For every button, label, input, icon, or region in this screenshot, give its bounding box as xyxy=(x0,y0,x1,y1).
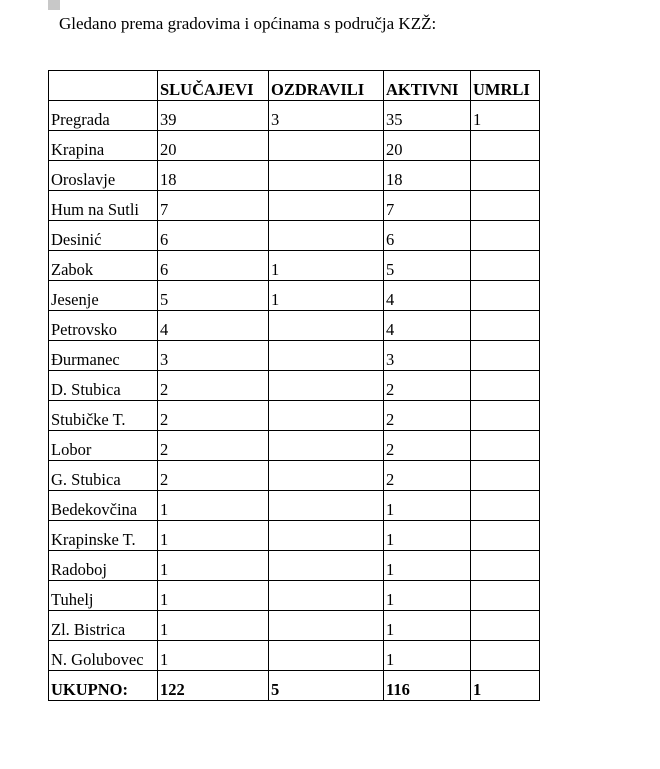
cell-location: Petrovsko xyxy=(49,311,158,341)
cell-recovered xyxy=(269,131,384,161)
cell-location: Jesenje xyxy=(49,281,158,311)
table-row xyxy=(49,551,540,581)
table-row xyxy=(49,161,540,191)
cell-location: Stubičke T. xyxy=(49,401,158,431)
header-deceased: UMRLI xyxy=(471,71,540,101)
cell-recovered: 1 xyxy=(269,251,384,281)
cell-location: Radoboj xyxy=(49,551,158,581)
cell-location: Oroslavje xyxy=(49,161,158,191)
cell-location: Đurmanec xyxy=(49,341,158,371)
cell-recovered xyxy=(269,161,384,191)
table-row xyxy=(49,341,540,371)
total-cases: 122 xyxy=(158,671,269,701)
cell-deceased xyxy=(471,611,540,641)
cell-active: 1 xyxy=(384,521,471,551)
cell-recovered xyxy=(269,611,384,641)
page-corner-mark xyxy=(48,0,60,10)
cell-active: 18 xyxy=(384,161,471,191)
cell-recovered xyxy=(269,431,384,461)
table-row xyxy=(49,641,540,671)
cell-cases: 1 xyxy=(158,581,269,611)
cell-cases: 20 xyxy=(158,131,269,161)
table-row xyxy=(49,401,540,431)
cell-recovered xyxy=(269,551,384,581)
header-location xyxy=(49,71,158,101)
cell-active: 4 xyxy=(384,311,471,341)
cell-cases: 2 xyxy=(158,371,269,401)
cell-active: 2 xyxy=(384,371,471,401)
cell-location: Lobor xyxy=(49,431,158,461)
table-row xyxy=(49,251,540,281)
table-row xyxy=(49,131,540,161)
cell-cases: 6 xyxy=(158,251,269,281)
table-row xyxy=(49,311,540,341)
cell-active: 2 xyxy=(384,401,471,431)
cell-cases: 2 xyxy=(158,461,269,491)
total-label: UKUPNO: xyxy=(49,671,158,701)
table-row xyxy=(49,371,540,401)
table-row xyxy=(49,491,540,521)
cell-cases: 39 xyxy=(158,101,269,131)
header-recovered: OZDRAVILI xyxy=(269,71,384,101)
cell-recovered xyxy=(269,311,384,341)
cell-active: 7 xyxy=(384,191,471,221)
cell-recovered xyxy=(269,521,384,551)
cell-recovered xyxy=(269,341,384,371)
cell-active: 2 xyxy=(384,461,471,491)
table-row xyxy=(49,281,540,311)
cell-cases: 5 xyxy=(158,281,269,311)
table-row xyxy=(49,521,540,551)
cell-location: N. Golubovec xyxy=(49,641,158,671)
cell-active: 1 xyxy=(384,641,471,671)
total-deceased: 1 xyxy=(471,671,540,701)
cell-recovered xyxy=(269,401,384,431)
cell-recovered xyxy=(269,641,384,671)
cell-deceased xyxy=(471,311,540,341)
cell-active: 5 xyxy=(384,251,471,281)
table-row xyxy=(49,221,540,251)
cell-deceased xyxy=(471,161,540,191)
cell-recovered xyxy=(269,461,384,491)
cell-recovered xyxy=(269,581,384,611)
table-row xyxy=(49,101,540,131)
cell-active: 1 xyxy=(384,491,471,521)
cell-active: 1 xyxy=(384,611,471,641)
cell-cases: 6 xyxy=(158,221,269,251)
cell-recovered xyxy=(269,491,384,521)
cell-location: Krapinske T. xyxy=(49,521,158,551)
cell-deceased xyxy=(471,341,540,371)
cell-active: 3 xyxy=(384,341,471,371)
cell-location: G. Stubica xyxy=(49,461,158,491)
table-row xyxy=(49,611,540,641)
total-recovered: 5 xyxy=(269,671,384,701)
cell-deceased xyxy=(471,551,540,581)
table-row xyxy=(49,431,540,461)
cell-location: Hum na Sutli xyxy=(49,191,158,221)
cell-recovered xyxy=(269,191,384,221)
cell-active: 1 xyxy=(384,551,471,581)
cell-active: 1 xyxy=(384,581,471,611)
cell-deceased xyxy=(471,581,540,611)
cell-deceased xyxy=(471,521,540,551)
cases-table xyxy=(48,70,540,701)
cell-deceased: 1 xyxy=(471,101,540,131)
table-row xyxy=(49,461,540,491)
cell-location: Zabok xyxy=(49,251,158,281)
cell-active: 20 xyxy=(384,131,471,161)
cell-active: 4 xyxy=(384,281,471,311)
cell-cases: 1 xyxy=(158,521,269,551)
cell-cases: 1 xyxy=(158,551,269,581)
cell-deceased xyxy=(471,281,540,311)
cell-location: Pregrada xyxy=(49,101,158,131)
cell-location: Krapina xyxy=(49,131,158,161)
total-row xyxy=(49,671,540,701)
cell-cases: 4 xyxy=(158,311,269,341)
cell-location: Desinić xyxy=(49,221,158,251)
cell-deceased xyxy=(471,251,540,281)
cell-deceased xyxy=(471,431,540,461)
header-cases: SLUČAJEVI xyxy=(158,71,269,101)
cell-cases: 1 xyxy=(158,491,269,521)
cell-active: 2 xyxy=(384,431,471,461)
cell-deceased xyxy=(471,191,540,221)
cell-recovered xyxy=(269,221,384,251)
cell-location: D. Stubica xyxy=(49,371,158,401)
cell-deceased xyxy=(471,131,540,161)
cell-cases: 7 xyxy=(158,191,269,221)
total-active: 116 xyxy=(384,671,471,701)
cell-cases: 1 xyxy=(158,641,269,671)
table-header-row xyxy=(49,71,540,101)
intro-text: Gledano prema gradovima i općinama s područja KZŽ: xyxy=(59,14,437,33)
header-active: AKTIVNI xyxy=(384,71,471,101)
cell-cases: 2 xyxy=(158,401,269,431)
cell-location: Zl. Bistrica xyxy=(49,611,158,641)
cell-deceased xyxy=(471,491,540,521)
cell-cases: 3 xyxy=(158,341,269,371)
table-body xyxy=(49,101,540,671)
table-row xyxy=(49,581,540,611)
cell-deceased xyxy=(471,221,540,251)
cell-recovered: 3 xyxy=(269,101,384,131)
cell-deceased xyxy=(471,461,540,491)
cell-recovered: 1 xyxy=(269,281,384,311)
cell-active: 6 xyxy=(384,221,471,251)
cell-active: 35 xyxy=(384,101,471,131)
cell-deceased xyxy=(471,641,540,671)
cell-location: Bedekovčina xyxy=(49,491,158,521)
table-row xyxy=(49,191,540,221)
cell-location: Tuhelj xyxy=(49,581,158,611)
cell-cases: 18 xyxy=(158,161,269,191)
cell-deceased xyxy=(471,371,540,401)
cell-recovered xyxy=(269,371,384,401)
cell-deceased xyxy=(471,401,540,431)
cell-cases: 1 xyxy=(158,611,269,641)
cell-cases: 2 xyxy=(158,431,269,461)
